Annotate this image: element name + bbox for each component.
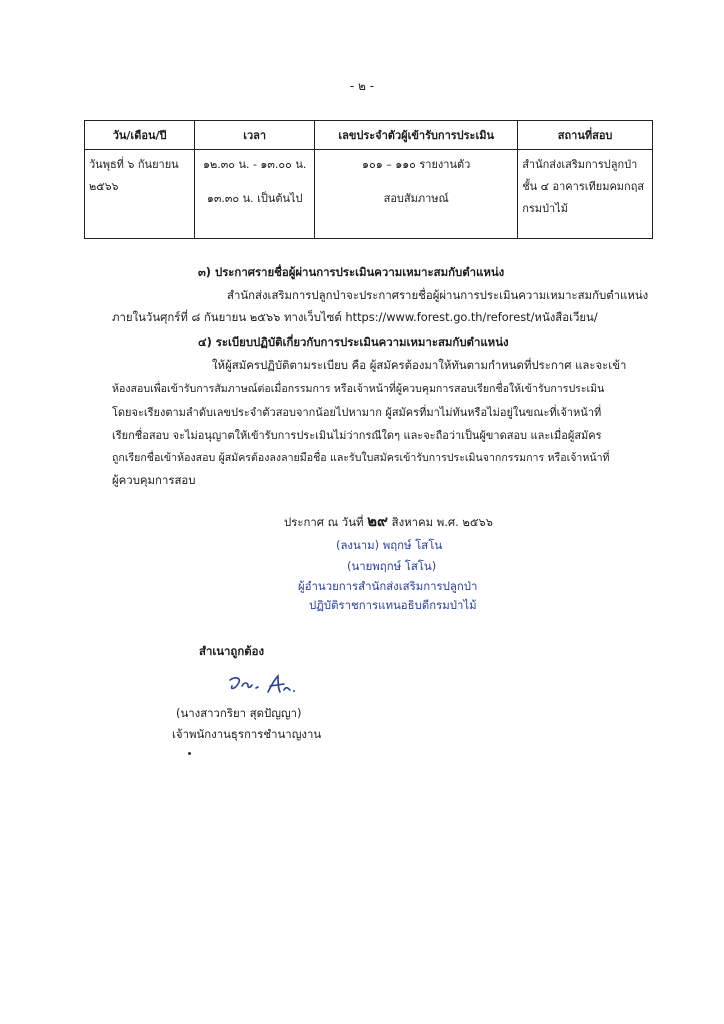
- header-candidate-ids: เลขประจำตัวผู้เข้ารับการประเมิน: [315, 121, 518, 150]
- cell-date: วันพุธที่ ๖ กันยายน ๒๕๖๖: [85, 150, 195, 239]
- section4-heading: ๔) ระเบียบปฏิบัติเกี่ยวกับการประเมินความเหมาะสมกับตำแหน่ง: [198, 335, 509, 349]
- section4-line-6: ผู้ควบคุมการสอบ: [112, 473, 196, 487]
- section4-line-3: โดยจะเรียงตามลำดับเลขประจำตัวสอบจากน้อยไปหามาก ผู้สมัครที่มาไม่ทันหรือไม่อยู่ในขณะที่เจ้าหน้าที่: [112, 406, 602, 419]
- copy-certifier-name: (นางสาวกริยา สุดปัญญา): [176, 706, 302, 720]
- section3-line-1: สำนักส่งเสริมการปลูกป่าจะประกาศรายชื่อผู้ผ่านการประเมินความเหมาะสมกับตำแหน่ง: [227, 288, 649, 302]
- handwritten-signature-icon: [226, 672, 306, 698]
- header-time: เวลา: [195, 121, 315, 150]
- cell-time: ๑๒.๓๐ น. - ๑๓.๐๐ น. ๑๓.๓๐ น. เป็นต้นไป: [195, 150, 315, 239]
- section3-line-2: ภายในวันศุกร์ที่ ๘ กันยายน ๒๕๖๖ ทางเว็บไซต์ https://www.forest.go.th/reforest/หนังสือเวียน/: [112, 310, 598, 324]
- cell-candidate-ids: ๑๐๑ – ๑๑๐ รายงานตัว สอบสัมภาษณ์: [315, 150, 518, 239]
- cell-exam-location: สำนักส่งเสริมการปลูกป่า ชั้น ๔ อาคารเทียมคมกฤส กรมป่าไม้: [518, 150, 653, 239]
- exam-schedule-table: [84, 120, 653, 239]
- section3-heading: ๓) ประกาศรายชื่อผู้ผ่านการประเมินความเหมาะสมกับตำแหน่ง: [198, 265, 505, 279]
- signer-position-1: ผู้อำนวยการสำนักส่งเสริมการปลูกป่า: [298, 579, 478, 593]
- signer-signed: (ลงนาม) พฤกษ์ โสโน: [336, 538, 443, 552]
- section4-line-1: ให้ผู้สมัครปฏิบัติตามระเบียบ คือ ผู้สมัครต้องมาให้ทันตามกำหนดที่ประกาศ และจะเข้า: [212, 358, 627, 372]
- section4-line-5: ถูกเรียกชื่อเข้าห้องสอบ ผู้สมัครต้องลงลายมือชื่อ และรับใบสมัครเข้ารับการประเมินจากกรรมการ หรือเจ้าหน้าที่: [112, 452, 610, 464]
- signer-position-2: ปฏิบัติราชการแทนอธิบดีกรมป่าไม้: [309, 598, 477, 612]
- copy-certifier-position: เจ้าพนักงานธุรการชำนาญงาน: [172, 727, 322, 741]
- section4-line-4: เรียกชื่อสอบ จะไม่อนุญาตให้เข้ารับการประเมินไม่ว่ากรณีใดๆ และจะถือว่าเป็นผู้ขาดสอบ และเมื่อผู้สมัคร: [112, 429, 602, 442]
- table-row: [85, 150, 653, 239]
- header-date: วัน/เดือน/ปี: [85, 121, 195, 150]
- stray-dot: [188, 752, 191, 755]
- page-number: - ๒ -: [349, 79, 375, 93]
- table-header-row: [85, 121, 653, 150]
- announcement-date: ประกาศ ณ วันที่ ๒๙ สิงหาคม พ.ศ. ๒๕๖๖: [284, 512, 493, 530]
- signer-name: (นายพฤกษ์ โสโน): [347, 559, 437, 573]
- certified-copy-label: สำเนาถูกต้อง: [199, 644, 265, 658]
- section4-line-2: ห้องสอบเพื่อเข้ารับการสัมภาษณ์ต่อเมื่อกรรมการ หรือเจ้าหน้าที่ผู้ควบคุมการสอบเรียกชื่อให้เข้ารับการประเมิน: [112, 383, 605, 395]
- header-exam-location: สถานที่สอบ: [518, 121, 653, 150]
